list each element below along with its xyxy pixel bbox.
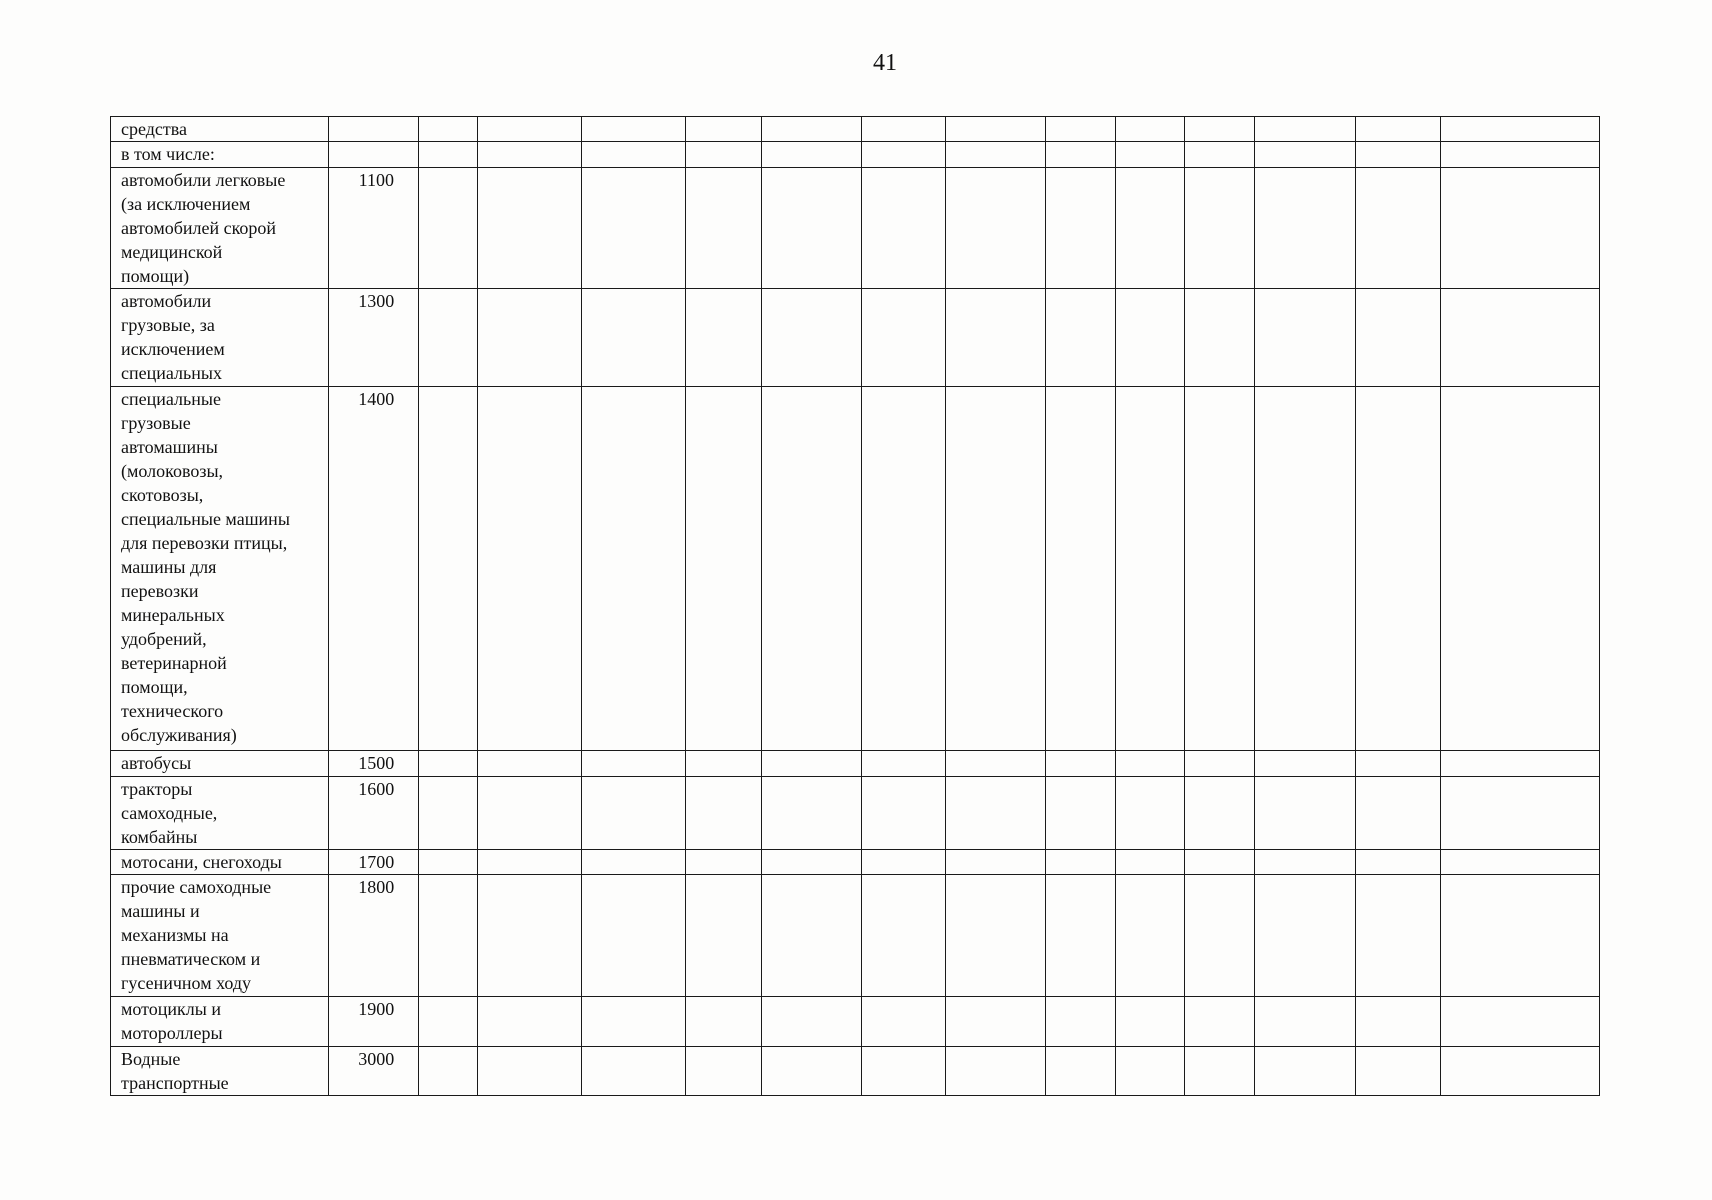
empty-cell	[582, 289, 686, 387]
empty-cell	[1046, 777, 1116, 850]
empty-cell	[946, 875, 1046, 997]
empty-cell	[861, 777, 946, 850]
empty-cell	[582, 850, 686, 875]
empty-cell	[1440, 168, 1600, 289]
empty-cell	[1185, 777, 1255, 850]
row-label: в том числе:	[111, 142, 329, 168]
empty-cell	[478, 850, 582, 875]
empty-cell	[1355, 875, 1440, 997]
empty-cell	[1440, 997, 1600, 1047]
empty-cell	[478, 289, 582, 387]
empty-cell	[946, 142, 1046, 168]
table-row	[111, 997, 1600, 1047]
table-row	[111, 168, 1600, 289]
empty-cell	[418, 289, 478, 387]
empty-cell	[861, 997, 946, 1047]
empty-cell	[686, 997, 762, 1047]
empty-cell	[1440, 1047, 1600, 1096]
row-code: 1500	[328, 751, 418, 777]
empty-cell	[1115, 997, 1185, 1047]
table-row	[111, 117, 1600, 142]
table-row	[111, 751, 1600, 777]
empty-cell	[761, 387, 861, 751]
row-code: 3000	[328, 1047, 418, 1096]
empty-cell	[1355, 997, 1440, 1047]
row-label: прочие самоходные машины и механизмы на пневматическом и гусеничном ходу	[111, 875, 329, 997]
empty-cell	[761, 1047, 861, 1096]
empty-cell	[761, 142, 861, 168]
empty-cell	[1115, 777, 1185, 850]
empty-cell	[761, 289, 861, 387]
row-label: автобусы	[111, 751, 329, 777]
empty-cell	[1185, 168, 1255, 289]
empty-cell	[582, 777, 686, 850]
empty-cell	[1355, 168, 1440, 289]
empty-cell	[1440, 289, 1600, 387]
table-row	[111, 1047, 1600, 1096]
table-row	[111, 289, 1600, 387]
empty-cell	[686, 387, 762, 751]
empty-cell	[861, 168, 946, 289]
row-code: 1900	[328, 997, 418, 1047]
transport-table	[110, 116, 1600, 1096]
empty-cell	[1185, 850, 1255, 875]
empty-cell	[761, 168, 861, 289]
empty-cell	[1440, 875, 1600, 997]
empty-cell	[1355, 777, 1440, 850]
empty-cell	[1254, 1047, 1355, 1096]
empty-cell	[418, 997, 478, 1047]
empty-cell	[418, 142, 478, 168]
empty-cell	[1440, 142, 1600, 168]
empty-cell	[761, 751, 861, 777]
row-label: средства	[111, 117, 329, 142]
empty-cell	[582, 875, 686, 997]
empty-cell	[1046, 387, 1116, 751]
table-row	[111, 142, 1600, 168]
row-code: 1600	[328, 777, 418, 850]
empty-cell	[946, 1047, 1046, 1096]
empty-cell	[761, 777, 861, 850]
empty-cell	[418, 387, 478, 751]
empty-cell	[1440, 751, 1600, 777]
empty-cell	[1046, 850, 1116, 875]
empty-cell	[478, 777, 582, 850]
empty-cell	[582, 142, 686, 168]
empty-cell	[1254, 289, 1355, 387]
row-label: мотоциклы и мотороллеры	[111, 997, 329, 1047]
row-label: Водные транспортные	[111, 1047, 329, 1096]
empty-cell	[1115, 751, 1185, 777]
empty-cell	[1185, 751, 1255, 777]
empty-cell	[761, 117, 861, 142]
empty-cell	[861, 850, 946, 875]
empty-cell	[761, 875, 861, 997]
empty-cell	[478, 117, 582, 142]
empty-cell	[1046, 142, 1116, 168]
empty-cell	[1440, 117, 1600, 142]
empty-cell	[946, 117, 1046, 142]
empty-cell	[1440, 387, 1600, 751]
empty-cell	[478, 168, 582, 289]
empty-cell	[861, 1047, 946, 1096]
empty-cell	[582, 117, 686, 142]
empty-cell	[478, 387, 582, 751]
empty-cell	[1046, 875, 1116, 997]
empty-cell	[686, 777, 762, 850]
empty-cell	[1185, 387, 1255, 751]
empty-cell	[1355, 387, 1440, 751]
empty-cell	[418, 850, 478, 875]
empty-cell	[1115, 142, 1185, 168]
empty-cell	[1185, 875, 1255, 997]
empty-cell	[1355, 850, 1440, 875]
empty-cell	[861, 289, 946, 387]
empty-cell	[1355, 117, 1440, 142]
empty-cell	[1254, 777, 1355, 850]
row-label: автомобили грузовые, за исключением специальных	[111, 289, 329, 387]
empty-cell	[946, 168, 1046, 289]
empty-cell	[861, 751, 946, 777]
empty-cell	[478, 1047, 582, 1096]
empty-cell	[1115, 875, 1185, 997]
row-label: мотосани, снегоходы	[111, 850, 329, 875]
row-label: специальные грузовые автомашины (молоковозы, скотовозы, специальные машины для перевозки птицы, машины для перевозки минеральных удобрений, ветеринарной помощи, технического обслуживания)	[111, 387, 329, 751]
empty-cell	[1254, 387, 1355, 751]
empty-cell	[1046, 117, 1116, 142]
row-code: 1700	[328, 850, 418, 875]
empty-cell	[1046, 751, 1116, 777]
empty-cell	[1115, 289, 1185, 387]
empty-cell	[1254, 850, 1355, 875]
empty-cell	[1115, 117, 1185, 142]
empty-cell	[1254, 142, 1355, 168]
empty-cell	[1355, 142, 1440, 168]
empty-cell	[1185, 1047, 1255, 1096]
empty-cell	[1115, 850, 1185, 875]
empty-cell	[761, 997, 861, 1047]
row-label: автомобили легковые (за исключением автомобилей скорой медицинской помощи)	[111, 168, 329, 289]
table-row	[111, 850, 1600, 875]
empty-cell	[418, 875, 478, 997]
empty-cell	[946, 387, 1046, 751]
empty-cell	[582, 168, 686, 289]
empty-cell	[418, 117, 478, 142]
empty-cell	[686, 289, 762, 387]
row-code: 1800	[328, 875, 418, 997]
row-code: 1300	[328, 289, 418, 387]
empty-cell	[1254, 875, 1355, 997]
row-code: 1100	[328, 168, 418, 289]
empty-cell	[686, 875, 762, 997]
empty-cell	[946, 289, 1046, 387]
empty-cell	[946, 751, 1046, 777]
row-code	[328, 142, 418, 168]
empty-cell	[418, 777, 478, 850]
empty-cell	[478, 875, 582, 997]
empty-cell	[1254, 997, 1355, 1047]
empty-cell	[1254, 751, 1355, 777]
empty-cell	[478, 142, 582, 168]
empty-cell	[1185, 997, 1255, 1047]
empty-cell	[861, 142, 946, 168]
empty-cell	[686, 142, 762, 168]
empty-cell	[761, 850, 861, 875]
empty-cell	[1115, 1047, 1185, 1096]
empty-cell	[686, 850, 762, 875]
empty-cell	[1355, 1047, 1440, 1096]
row-code: 1400	[328, 387, 418, 751]
empty-cell	[1046, 1047, 1116, 1096]
table-row	[111, 875, 1600, 997]
table-row	[111, 387, 1600, 751]
empty-cell	[582, 997, 686, 1047]
empty-cell	[582, 1047, 686, 1096]
empty-cell	[1254, 168, 1355, 289]
empty-cell	[1440, 850, 1600, 875]
row-code	[328, 117, 418, 142]
empty-cell	[1046, 997, 1116, 1047]
empty-cell	[478, 751, 582, 777]
empty-cell	[418, 1047, 478, 1096]
empty-cell	[418, 168, 478, 289]
empty-cell	[478, 997, 582, 1047]
empty-cell	[861, 117, 946, 142]
empty-cell	[1046, 289, 1116, 387]
empty-cell	[946, 850, 1046, 875]
empty-cell	[686, 751, 762, 777]
page-number: 41	[873, 50, 897, 76]
empty-cell	[1046, 168, 1116, 289]
empty-cell	[1440, 777, 1600, 850]
empty-cell	[1355, 289, 1440, 387]
empty-cell	[686, 168, 762, 289]
empty-cell	[582, 387, 686, 751]
row-label: тракторы самоходные, комбайны	[111, 777, 329, 850]
empty-cell	[1185, 117, 1255, 142]
table-row	[111, 777, 1600, 850]
empty-cell	[686, 117, 762, 142]
empty-cell	[418, 751, 478, 777]
empty-cell	[686, 1047, 762, 1096]
empty-cell	[1185, 289, 1255, 387]
empty-cell	[1185, 142, 1255, 168]
empty-cell	[582, 751, 686, 777]
empty-cell	[946, 777, 1046, 850]
empty-cell	[861, 875, 946, 997]
empty-cell	[861, 387, 946, 751]
empty-cell	[1115, 168, 1185, 289]
empty-cell	[946, 997, 1046, 1047]
empty-cell	[1254, 117, 1355, 142]
empty-cell	[1115, 387, 1185, 751]
empty-cell	[1355, 751, 1440, 777]
